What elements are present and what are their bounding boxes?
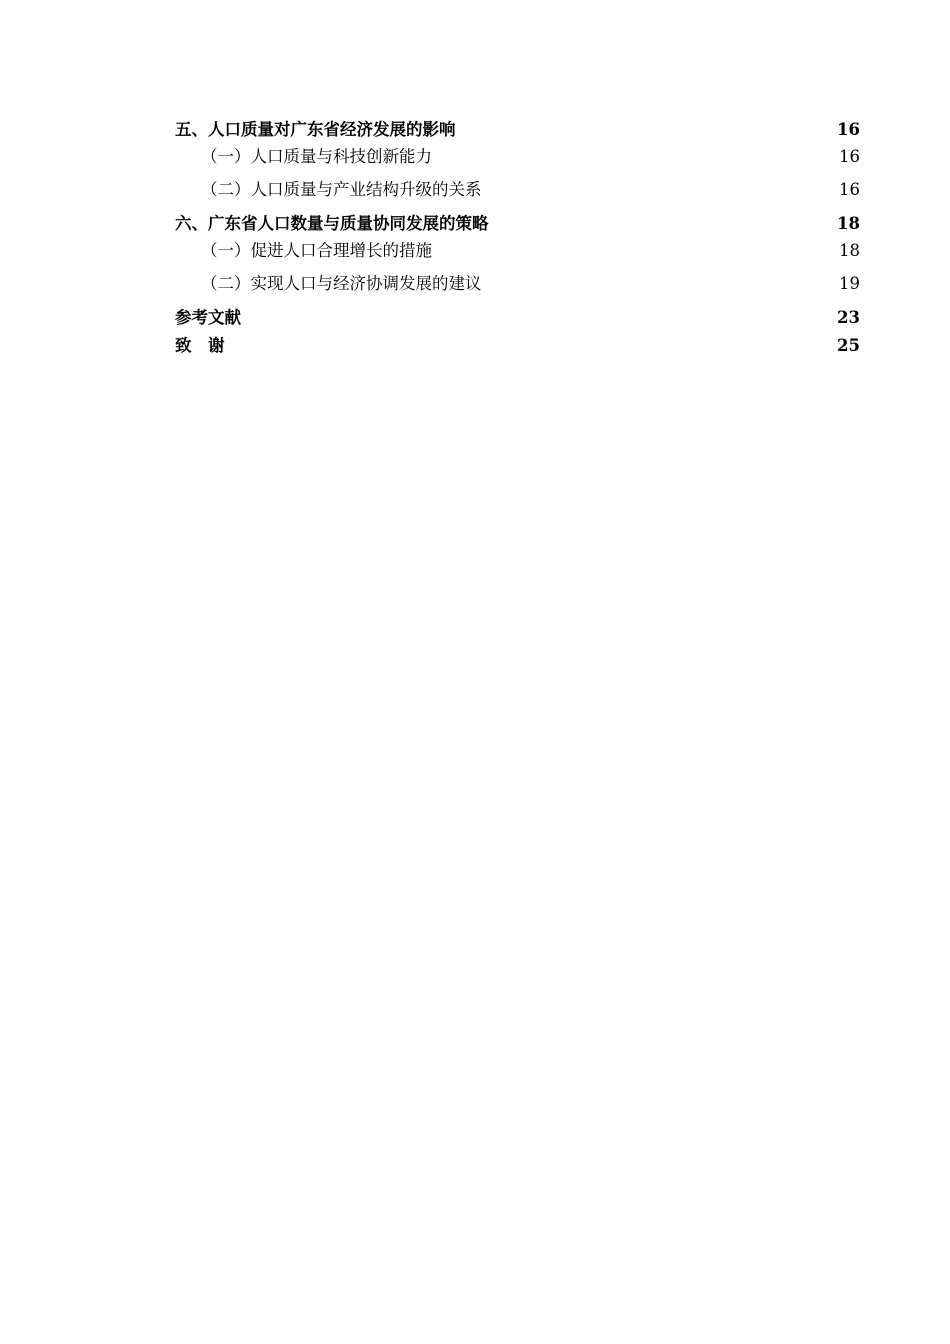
toc-entry-title: 致 谢 <box>175 334 225 358</box>
toc-entry-section-6[interactable] <box>175 212 860 236</box>
toc-entry-section-6-2[interactable] <box>175 266 860 302</box>
toc-entry-page-number: 16 <box>837 118 860 142</box>
toc-entry-title: 六、广东省人口数量与质量协同发展的策略 <box>175 212 489 236</box>
toc-entry-page-number: 18 <box>837 212 860 236</box>
toc-entry-references[interactable] <box>175 306 860 330</box>
toc-entry-page-number: 23 <box>837 306 860 330</box>
toc-entry-section-5-2[interactable] <box>175 172 860 208</box>
toc-entry-title: 参考文献 <box>175 306 241 330</box>
toc-entry-title: （一）人口质量与科技创新能力 <box>201 142 432 172</box>
toc-entry-page-number: 19 <box>839 266 860 302</box>
toc-entry-section-6-1[interactable] <box>175 236 860 266</box>
table-of-contents <box>175 118 860 358</box>
toc-entry-page-number: 18 <box>839 236 860 266</box>
toc-entry-title: （二）实现人口与经济协调发展的建议 <box>201 266 482 302</box>
toc-entry-section-5-1[interactable] <box>175 142 860 172</box>
toc-entry-title: （二）人口质量与产业结构升级的关系 <box>201 172 482 208</box>
toc-entry-page-number: 25 <box>837 334 860 358</box>
toc-entry-section-5[interactable] <box>175 118 860 142</box>
toc-entry-page-number: 16 <box>839 172 860 208</box>
toc-entry-title: （一）促进人口合理增长的措施 <box>201 236 432 266</box>
toc-entry-acknowledgements[interactable] <box>175 334 860 358</box>
toc-entry-page-number: 16 <box>839 142 860 172</box>
toc-entry-title: 五、人口质量对广东省经济发展的影响 <box>175 118 456 142</box>
